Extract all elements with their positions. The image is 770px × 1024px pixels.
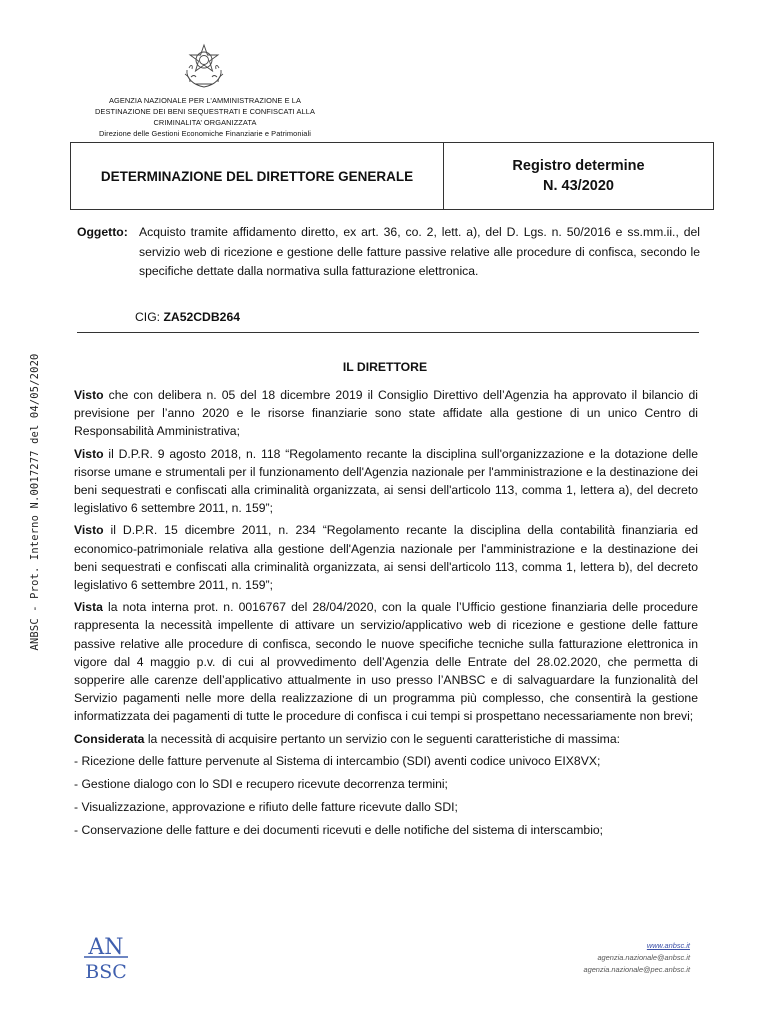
logo-text-bottom: BSC — [85, 961, 127, 982]
paragraph-lead: Visto — [74, 523, 104, 538]
paragraph — [74, 386, 698, 441]
paragraph — [74, 521, 698, 594]
agency-name-line: DESTINAZIONE DEI BENI SEQUESTRATI E CONFISCATI ALLA — [94, 107, 315, 116]
subject-block — [77, 223, 700, 282]
registry-label: Registro determine — [512, 158, 645, 174]
paragraph-text: che con delibera n. 05 del 18 dicembre 2019 il Consiglio Direttivo dell’Agenzia ha approvato il bilancio di previsione per l’anno 2020 e le risorse finanziarie sono state affidate alla gestione di un unico Centro di Responsabilità Amministrativa; — [74, 388, 698, 439]
subject-text: Acquisto tramite affidamento diretto, ex art. 36, co. 2, lett. a), del D. Lgs. n. 50/2016 e ss.mm.ii., del servizio web di ricezione e gestione delle fatture passive relative alle procedure di confisca, secondo le specifiche dettate dalla normativa sulla fatturazione elettronica. — [139, 225, 700, 278]
paragraph-text: il D.P.R. 15 dicembre 2011, n. 234 “Regolamento recante la disciplina della contabilità finanziaria ed economico-patrimoniale relativa alla gestione dell'Agenzia nazionale per l'amministrazione e la destinazione dei beni sequestrati e confiscati alla criminalità organizzata, ai sensi dell'articolo 113, comma 1, lettera b), del decreto legislativo 6 settembre 2011, n. 159”; — [74, 523, 698, 593]
cig-label: CIG: — [135, 310, 161, 324]
document-type-title: DETERMINAZIONE DEL DIRETTORE GENERALE — [71, 143, 444, 209]
paragraph — [74, 598, 698, 725]
registry-cell — [444, 143, 713, 209]
agency-department: Direzione delle Gestioni Economiche Finanziarie e Patrimoniali — [98, 129, 311, 138]
subject-label: Oggetto: — [77, 225, 128, 239]
footer-contacts — [583, 940, 690, 976]
list-item: - Conservazione delle fatture e dei documenti ricevuti e delle notifiche del sistema di interscambio; — [74, 823, 604, 838]
list-item: - Gestione dialogo con lo SDI e recupero ricevute decorrenza termini; — [74, 777, 448, 792]
paragraph-text: il D.P.R. 9 agosto 2018, n. 118 “Regolamento recante la disciplina sull'organizzazione e la dotazione delle risorse umane e strumentali per il funzionamento dell'Agenzia nazionale per l'amministrazione e la destinazione dei beni sequestrati e confiscati alla criminalità organizzata, ai sensi dell'articolo 113, comma 1, lettera a), del decreto legislativo 6 settembre 2011, n. 159”; — [74, 446, 698, 516]
paragraph-lead: Visto — [74, 446, 104, 461]
document-header-table — [70, 142, 714, 210]
paragraph-lead: Vista — [74, 600, 103, 615]
agency-name-line: CRIMINALITA’ ORGANIZZATA — [153, 118, 257, 127]
agency-header — [60, 95, 350, 139]
cig-line — [135, 310, 240, 324]
website-link[interactable]: www.anbsc.it — [646, 941, 690, 950]
paragraph-text: la necessità di acquisire pertanto un servizio con le seguenti caratteristiche di massima: — [144, 731, 620, 746]
logo-text-top: AN — [88, 935, 124, 960]
divider — [77, 332, 699, 333]
section-title: IL DIRETTORE — [342, 360, 428, 374]
cig-code: ZA52CDB264 — [163, 310, 240, 324]
republic-emblem-icon — [177, 38, 231, 92]
protocol-stamp-text: ANBSC - Prot. Interno N.0017277 del 04/05/2020 — [29, 353, 41, 651]
paragraph-lead: Considerata — [74, 731, 145, 746]
list-item: - Ricezione delle fatture pervenute al Sistema di intercambio (SDI) aventi codice univoco EIX8VX; — [74, 753, 601, 768]
paragraph-lead: Visto — [74, 388, 104, 402]
list-item: - Visualizzazione, approvazione e rifiuto delle fatture ricevute dallo SDI; — [74, 800, 458, 815]
paragraph — [74, 730, 698, 748]
anbsc-logo-icon — [81, 930, 131, 982]
paragraph — [74, 445, 698, 518]
paragraph-text: la nota interna prot. n. 0016767 del 28/04/2020, con la quale l’Ufficio gestione finanziaria delle procedure rappresenta la necessità impellente di attivare un servizio/applicativo web di ricezione e gestione delle fatture passive relative alle procedure di confisca, secondo le nuove specifiche tecniche sulla fatturazione elettronica in vigore dal 4 maggio p.v. di cui al provvedimento dell’Agenzia delle Entrate del 28.02.2020, che permetta di sopperire alle carenze dell’applicativo attualmente in uso presso l’ANBSC e di salvaguardare la funzionalità del Servizio pagamenti nelle more della realizzazione di un programma più complesso, che consentirà la gestione informatizzata dei pagamenti di tutte le procedure di confisca i cui tempi si prospettano necessariamente non brevi; — [74, 600, 698, 724]
pec-email-link[interactable]: agenzia.nazionale@pec.anbsc.it — [583, 965, 690, 974]
agency-name-line: AGENZIA NAZIONALE PER L’AMMINISTRAZIONE E LA — [108, 96, 302, 105]
registry-number: N. 43/2020 — [543, 178, 614, 194]
email-link[interactable]: agenzia.nazionale@anbsc.it — [597, 953, 690, 962]
document-body — [74, 386, 698, 845]
